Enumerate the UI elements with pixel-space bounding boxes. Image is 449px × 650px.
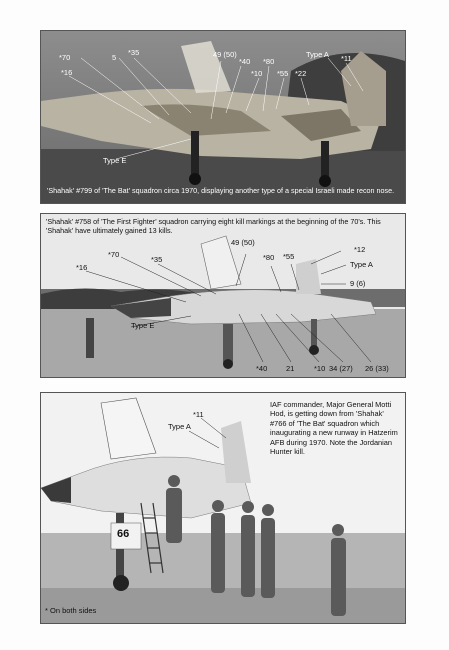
label-11: *11 [341,54,352,63]
label-80: *80 [263,253,275,262]
label-34-27: 34 (27) [329,364,353,373]
label-49: 49 (50) [231,238,255,247]
label-49: 49 (50) [213,50,237,59]
label-10: *10 [251,69,263,78]
caption-3: IAF commander, Major General Motti Hod, is getting down from 'Shahak' #766 of 'The Bat' squadron which inaugurating a new runway in Hatzerim AFB during 1970. Note the Jordanian Hunter kill. [270,400,398,457]
label-type-a: Type A [350,260,373,269]
footnote: * On both sides [45,606,97,615]
label-type-e: Type E [103,156,127,165]
label-40: *40 [256,364,268,373]
label-55: *55 [283,252,295,261]
label-22: *22 [295,69,307,78]
label-type-e: Type E [131,321,155,330]
label-16: *16 [76,263,88,272]
label-40: *40 [239,57,251,66]
label-55: *55 [277,69,289,78]
label-type-a: Type A [168,422,191,431]
label-9-6: 9 (6) [350,279,366,288]
label-10: *10 [314,364,326,373]
caption-1: 'Shahak' #799 of 'The Bat' squadron circa 1970, displaying another type of a special Israeli made recon nose. [47,186,395,195]
nose-number: 66 [117,528,130,540]
label-35: *35 [151,255,163,264]
label-12: *12 [354,245,366,254]
label-35: *35 [128,48,140,57]
label-type-a: Type A [306,50,329,59]
label-16: *16 [61,68,73,77]
photo-2-image [41,214,405,377]
label-26-33: 26 (33) [365,364,389,373]
label-80: *80 [263,57,275,66]
label-21: 21 [286,364,295,373]
label-5: 5 [112,53,117,62]
label-70: *70 [59,53,71,62]
photo-shahak-758 [40,213,406,378]
label-11: *11 [193,410,204,419]
caption-2: 'Shahak' #758 of 'The First Fighter' squadron carrying eight kill markings at the beginning of the 70's. This 'Shahak' have ultimately gained 13 kills. [46,217,381,235]
label-70: *70 [108,250,120,259]
photo-shahak-799 [40,30,406,204]
